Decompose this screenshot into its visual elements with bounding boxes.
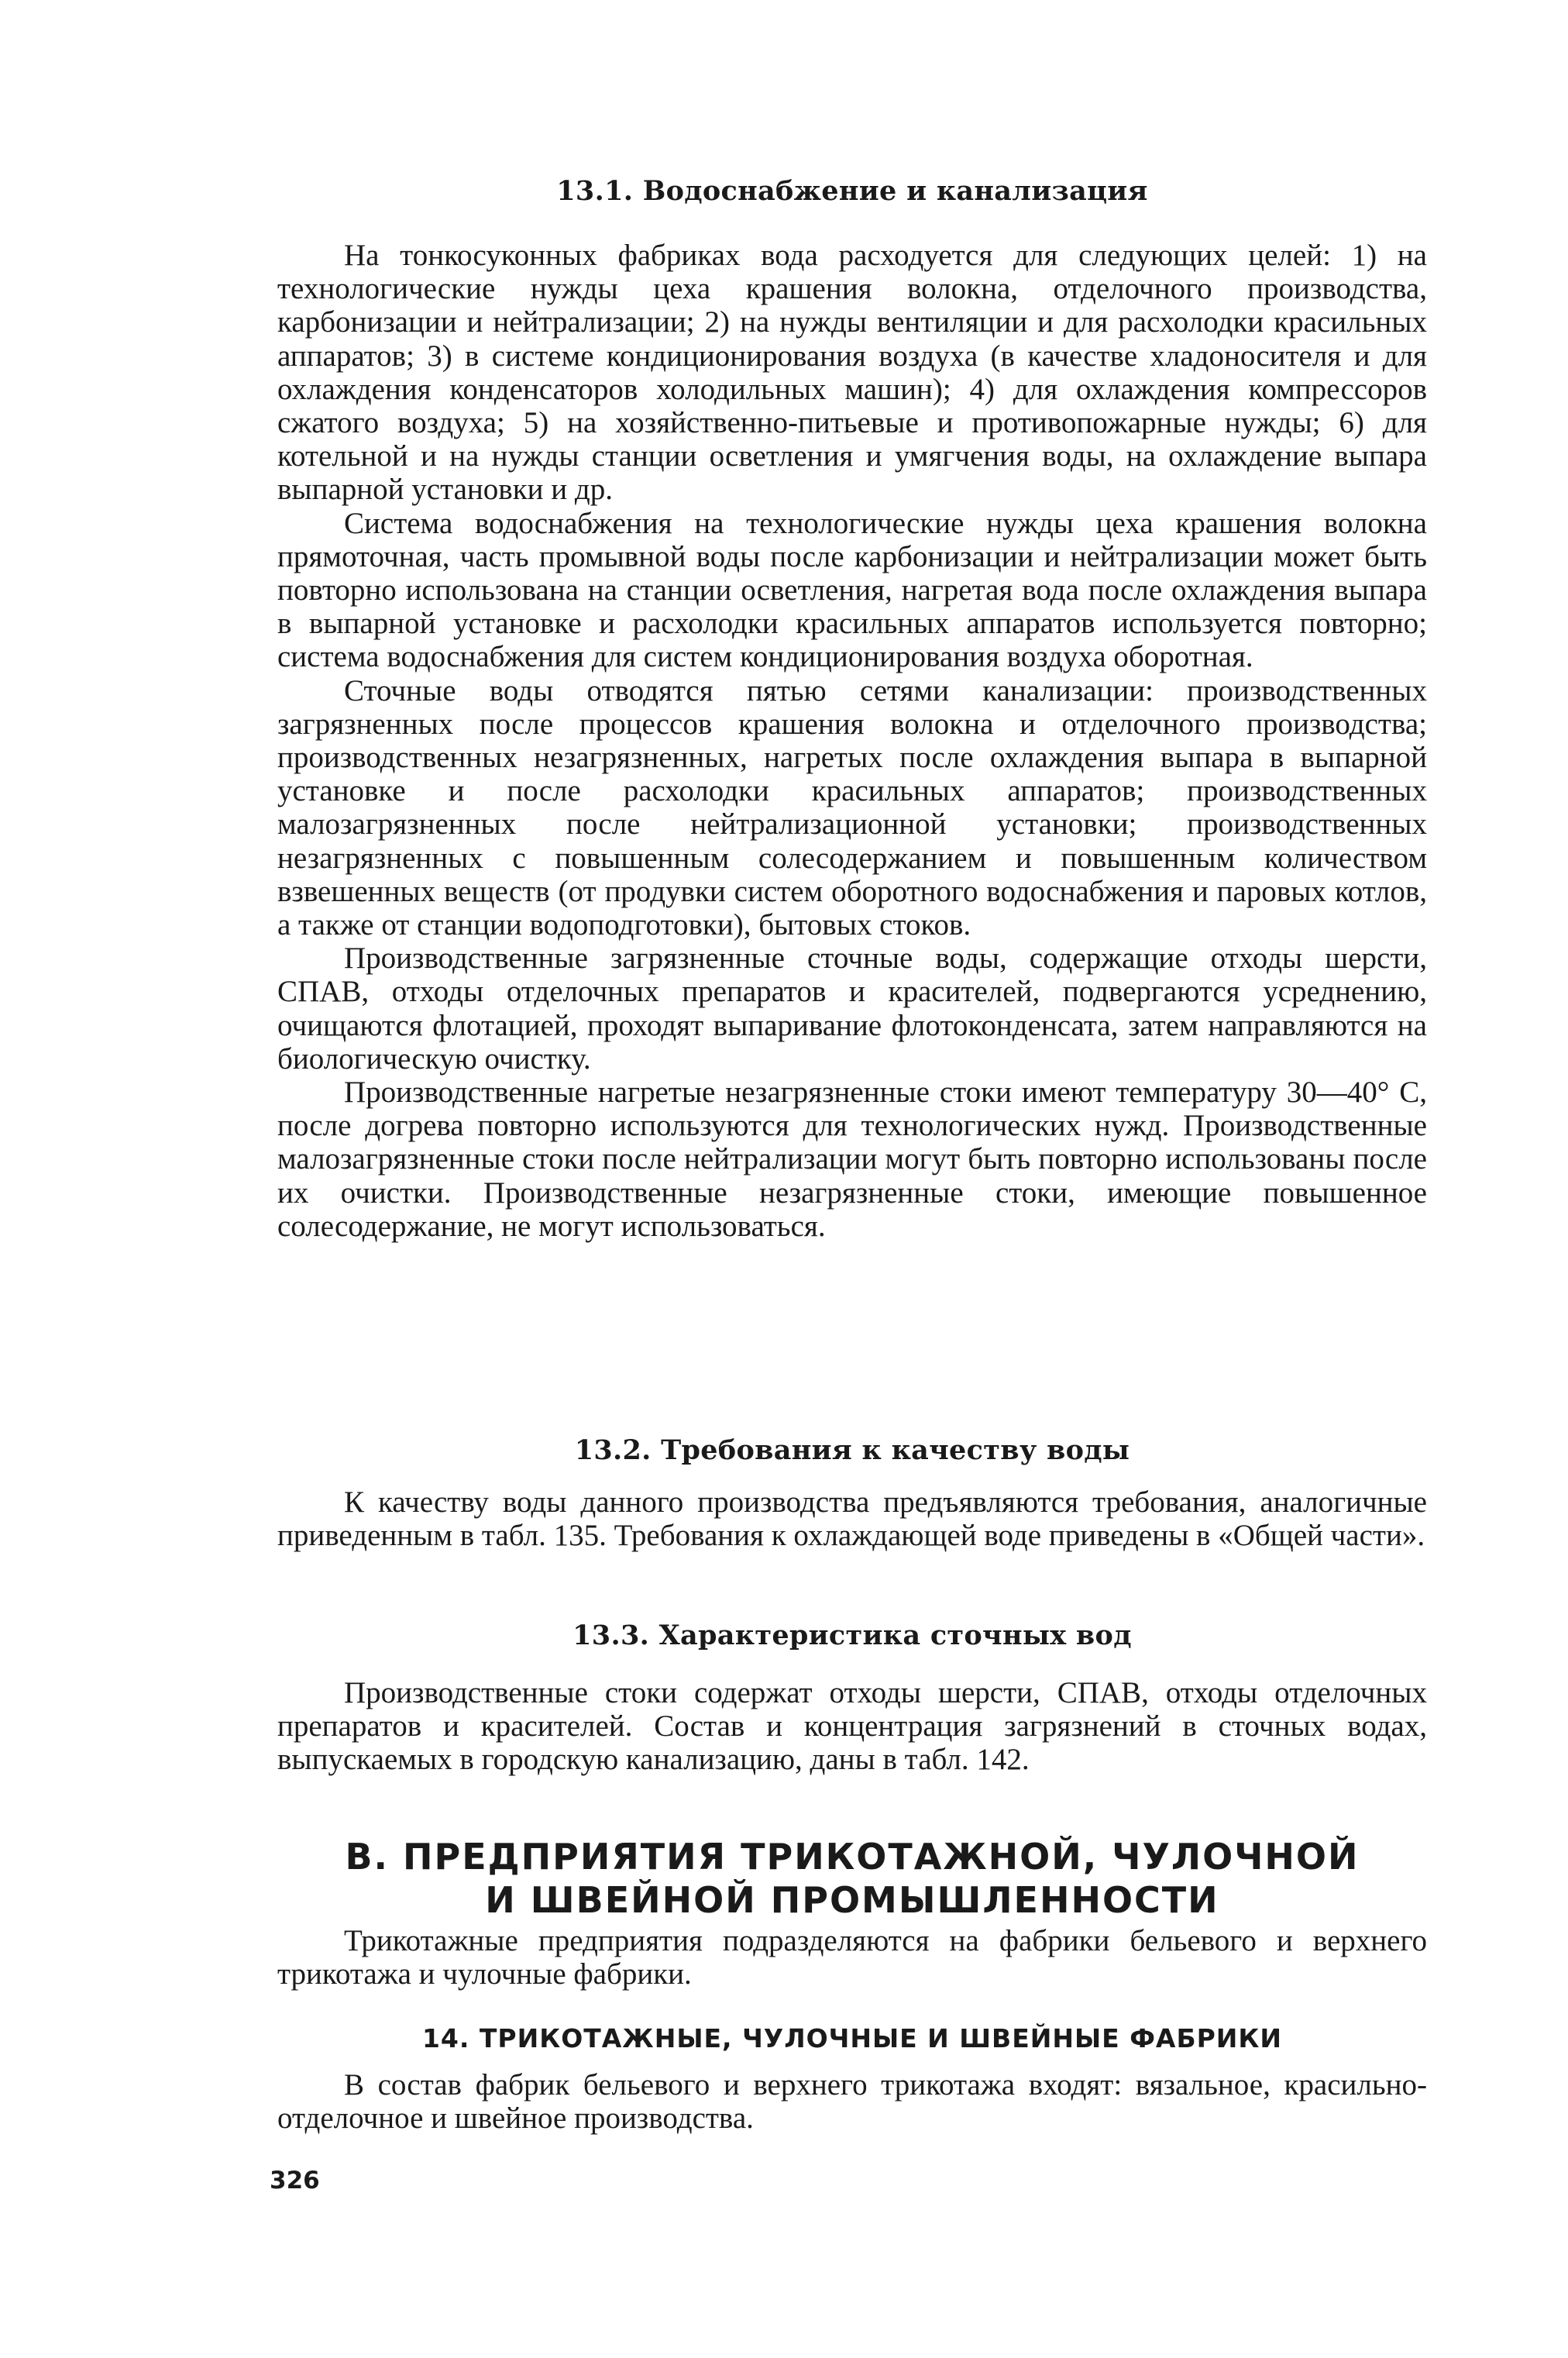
paragraph: К качеству воды данного производства предъявляются требования, аналогичные приведенным в табл. 135. Требования к охлаждающей воде приведены в «Общей части».: [277, 1485, 1427, 1553]
section-13-3-body: [277, 1676, 1427, 1777]
paragraph: Система водоснабжения на технологические нужды цеха крашения волокна прямоточная, часть промывной воды после карбонизации и нейтрализации может быть повторно использована на станции осветления, нагретая вода после охлаждения выпара в выпарной установке и расхолодки красильных аппаратов используется повторно; система водоснабжения для систем кондиционирования воздуха оборотная.: [277, 506, 1427, 674]
paragraph: В состав фабрик бельевого и верхнего трикотажа входят: вязальное, красильно-отделочное и швейное производства.: [277, 2068, 1427, 2136]
paragraph: Производственные нагретые незагрязненные стоки имеют температуру 30—40° С, после догрева повторно используются для технологических нужд. Производственные малозагрязненные стоки после нейтрализации могут быть повторно использованы после их очистки. Производственные незагрязненные стоки, имеющие повышенное солесодержание, не могут использоваться.: [277, 1076, 1427, 1243]
part-heading-line-1: В. ПРЕДПРИЯТИЯ ТРИКОТАЖНОЙ, ЧУЛОЧНОЙ: [345, 1836, 1360, 1878]
section-heading-13-2: 13.2. Требования к качеству воды: [574, 1434, 1130, 1466]
paragraph: Сточные воды отводятся пятью сетями канализации: производственных загрязненных после процессов крашения волокна и отделочного производства; производственных незагрязненных, нагретых после охлаждения выпара в выпарной установке и после расхолодки красильных аппаратов; производственных малозагрязненных после нейтрализационной установки; производственных незагрязненных с повышенным солесодержанием и повышенным количеством взвешенных веществ (от продувки систем оборотного водоснабжения и паровых котлов, а также от станции водоподготовки), бытовых стоков.: [277, 673, 1427, 942]
paragraph: Производственные стоки содержат отходы шерсти, СПАВ, отходы отделочных препаратов и красителей. Состав и концентрация загрязнений в сточных водах, выпускаемых в городскую канализацию, даны в табл. 142.: [277, 1676, 1427, 1777]
paragraph: Производственные загрязненные сточные воды, содержащие отходы шерсти, СПАВ, отходы отделочных препаратов и красителей, подвергаются усреднению, очищаются флотацией, проходят выпаривание флотоконденсата, затем направляются на биологическую очистку.: [277, 941, 1427, 1076]
part-heading: [277, 1835, 1427, 1922]
section-13-1-body: [277, 239, 1427, 1243]
part-intro: [277, 1924, 1427, 1991]
chapter-14-body: [277, 2068, 1427, 2135]
paragraph: На тонкосуконных фабриках вода расходуется для следующих целей: 1) на технологические нужды цеха крашения волокна, отделочного производства, карбонизации и нейтрализации; 2) на нужды вентиляции и для расхолодки красильных аппаратов; 3) в системе кондиционирования воздуха (в качестве хладоносителя и для охлаждения конденсаторов холодильных машин); 4) для охлаждения компрессоров сжатого воздуха; 5) на хозяйственно-питьевые и противопожарные нужды; 6) для котельной и на нужды станции осветления и умягчения воды, на охлаждение выпара выпарной установки и др.: [277, 239, 1427, 507]
paragraph: Трикотажные предприятия подразделяются на фабрики бельевого и верхнего трикотажа и чулочные фабрики.: [277, 1924, 1427, 1991]
part-heading-line-2: И ШВЕЙНОЙ ПРОМЫШЛЕННОСТИ: [485, 1879, 1219, 1921]
section-heading-13-1: 13.1. Водоснабжение и канализация: [556, 175, 1148, 207]
section-heading-13-3: 13.3. Характеристика сточных вод: [573, 1620, 1132, 1651]
chapter-heading-14: 14. ТРИКОТАЖНЫЕ, ЧУЛОЧНЫЕ И ШВЕЙНЫЕ ФАБРИКИ: [421, 2023, 1283, 2053]
section-13-2-body: [277, 1485, 1427, 1552]
page-number: 326: [270, 2167, 320, 2194]
